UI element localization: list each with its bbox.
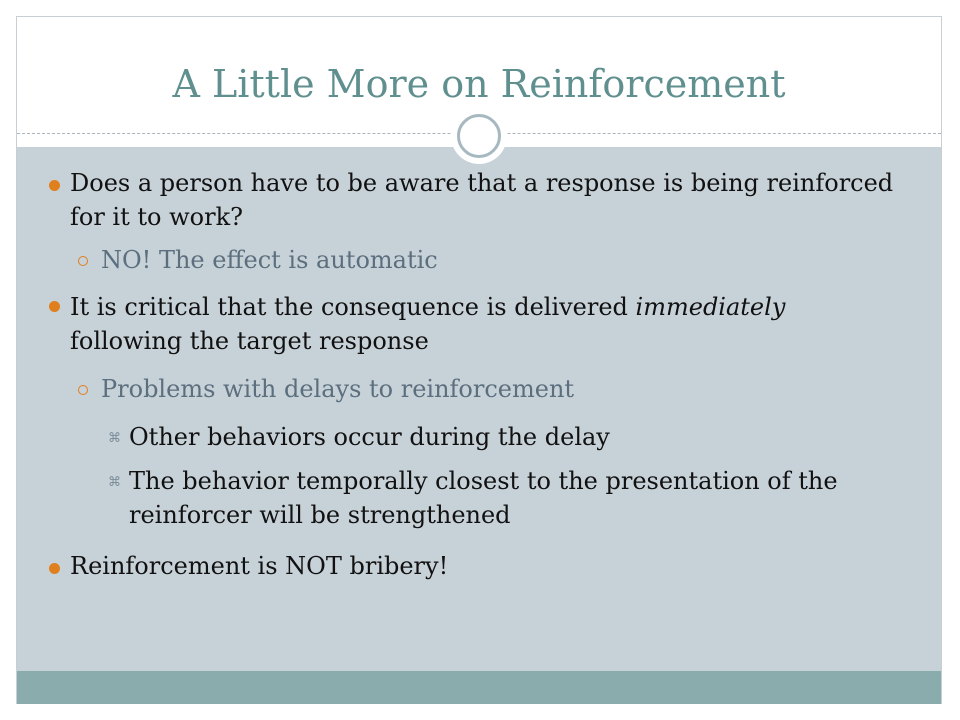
bullet-awareness: Does a person have to be aware that a response is being reinforced for it to work? xyxy=(70,169,894,231)
sub-sub-bullet-other-behaviors: Other behaviors occur during the delay xyxy=(129,423,610,451)
bullet-dot-icon xyxy=(49,301,60,312)
slide-title: A Little More on Reinforcement xyxy=(172,62,786,106)
bullet-immediately-pre: It is critical that the consequence is delivered xyxy=(70,293,636,321)
circle-ornament-icon xyxy=(451,108,507,164)
sub-sub-bullet-icon: ⌘ xyxy=(108,431,121,446)
bullet-immediately xyxy=(70,290,900,358)
bullet-not-bribery: Reinforcement is NOT bribery! xyxy=(70,552,449,580)
emphasis-immediately: immediately xyxy=(635,293,786,321)
sub-bullet-delays: Problems with delays to reinforcement xyxy=(101,375,575,403)
sub-bullet-ring-icon xyxy=(78,385,88,395)
bullet-dot-icon xyxy=(49,563,60,574)
bullet-immediately-post: following the target response xyxy=(70,327,429,355)
sub-sub-bullet-temporally-closest: The behavior temporally closest to the presentation of the reinforcer will be strengthened xyxy=(129,467,838,529)
sub-bullet-automatic: NO! The effect is automatic xyxy=(101,246,438,274)
sub-sub-bullet-icon: ⌘ xyxy=(108,475,121,490)
sub-bullet-ring-icon xyxy=(78,256,88,266)
bullet-dot-icon xyxy=(49,180,60,191)
footer-band xyxy=(17,671,941,704)
